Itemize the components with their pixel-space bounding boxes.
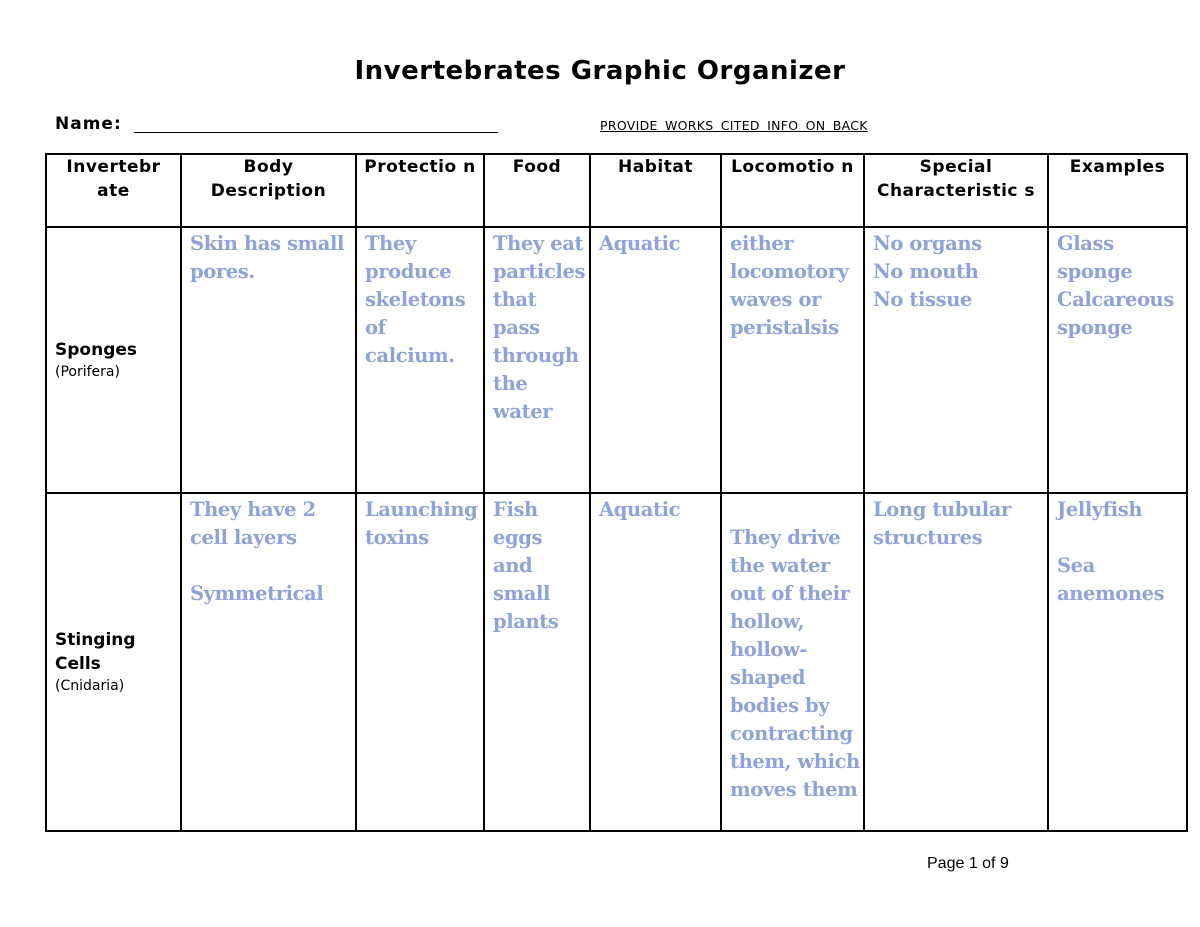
protection-cell: Launching toxins [356,493,484,831]
header-invertebrate: Invertebr ate [46,154,181,227]
body-description-cell: Skin has small pores. [181,227,356,493]
habitat-cell: Aquatic [590,227,721,493]
organizer-table [45,153,1188,832]
special-characteristics-cell: Long tubular structures [864,493,1048,831]
document-title: Invertebrates Graphic Organizer [354,56,846,86]
header-special-characteristics: Special Characteristic s [864,154,1048,227]
name-label-text: Name [55,114,114,134]
name-label [55,114,122,134]
header-body-description: Body Description [181,154,356,227]
header-examples: Examples [1048,154,1187,227]
examples-cell: Glass sponge Calcareous sponge [1048,227,1187,493]
invertebrate-name: Sponges [55,340,138,360]
locomotion-cell: They drive the water out of their hollow, hollow-shaped bodies by contracting them, which moves them [721,493,864,831]
header-protection: Protectio n [356,154,484,227]
header-row [46,154,1187,227]
name-label-colon: : [113,114,122,134]
table-row-stinging-cells [46,493,1187,831]
invertebrate-name: Stinging Cells [55,630,136,674]
works-cited-note: PROVIDE WORKS CITED INFO ON BACK [600,118,868,133]
invertebrate-scientific-name: (Porifera) [55,364,120,380]
name-blank-line[interactable] [134,132,498,133]
protection-cell: They produce skeletons of calcium. [356,227,484,493]
header-locomotion: Locomotio n [721,154,864,227]
habitat-cell: Aquatic [590,493,721,831]
table-row-sponges [46,227,1187,493]
header-food: Food [484,154,590,227]
header-habitat: Habitat [590,154,721,227]
invertebrate-cell [46,493,181,831]
food-cell: Fish eggs and small plants [484,493,590,831]
page-number: Page 1 of 9 [927,855,1009,872]
food-cell: They eat particles that pass through the water [484,227,590,493]
invertebrate-cell [46,227,181,493]
examples-cell: Jellyfish Sea anemones [1048,493,1187,831]
locomotion-cell: either locomotory waves or peristalsis [721,227,864,493]
invertebrate-scientific-name: (Cnidaria) [55,678,125,694]
body-description-cell: They have 2 cell layers Symmetrical [181,493,356,831]
special-characteristics-cell: No organs No mouth No tissue [864,227,1048,493]
